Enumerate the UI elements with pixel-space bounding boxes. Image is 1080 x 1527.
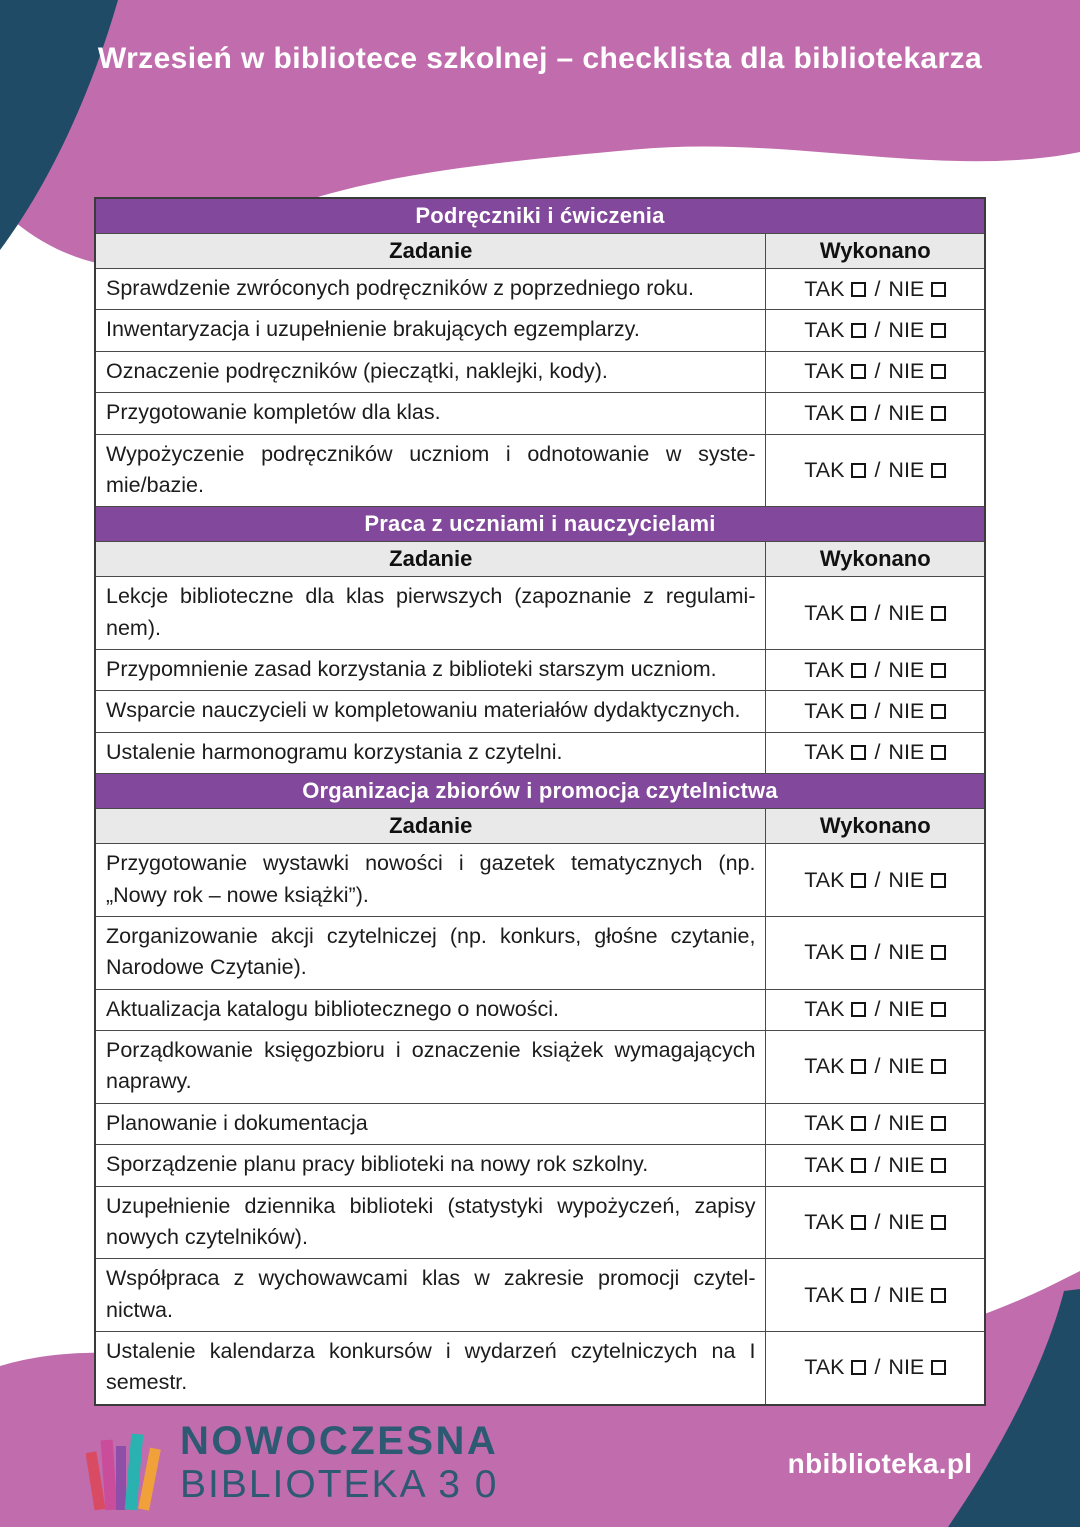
nie-label: NIE bbox=[888, 318, 925, 343]
tak-checkbox[interactable] bbox=[851, 323, 866, 338]
tak-label: TAK bbox=[804, 699, 845, 724]
tak-label: TAK bbox=[804, 1054, 845, 1079]
task-label: Ustalenie harmonogramu korzystania z czytelni. bbox=[95, 732, 766, 773]
task-row bbox=[95, 393, 985, 434]
tak-checkbox[interactable] bbox=[851, 1158, 866, 1173]
tak-label: TAK bbox=[804, 867, 845, 892]
done-separator: / bbox=[874, 276, 881, 301]
nie-label: NIE bbox=[888, 1355, 925, 1380]
tak-label: TAK bbox=[804, 1209, 845, 1234]
done-cell bbox=[766, 1186, 985, 1259]
done-separator: / bbox=[874, 457, 881, 482]
task-row bbox=[95, 434, 985, 507]
nie-label: NIE bbox=[888, 359, 925, 384]
done-separator: / bbox=[874, 997, 881, 1022]
nie-label: NIE bbox=[888, 1152, 925, 1177]
tak-checkbox[interactable] bbox=[851, 704, 866, 719]
book-spine-purple bbox=[116, 1446, 126, 1510]
done-cell bbox=[766, 650, 985, 691]
task-label: Zorganizowanie akcji czytelniczej (np. konkurs, głośne czytanie, Narodowe Czytanie). bbox=[95, 916, 766, 989]
nie-label: NIE bbox=[888, 400, 925, 425]
section-header-row bbox=[95, 507, 985, 542]
nie-checkbox[interactable] bbox=[931, 1059, 946, 1074]
task-column-header: Zadanie bbox=[95, 542, 766, 577]
tak-checkbox[interactable] bbox=[851, 945, 866, 960]
tak-label: TAK bbox=[804, 657, 845, 682]
page-title: Wrzesień w bibliotece szkolnej – checklista dla bibliotekarza bbox=[97, 42, 983, 75]
task-row bbox=[95, 1145, 985, 1186]
nie-checkbox[interactable] bbox=[931, 323, 946, 338]
done-separator: / bbox=[874, 359, 881, 384]
done-cell bbox=[766, 844, 985, 917]
nie-label: NIE bbox=[888, 276, 925, 301]
nie-checkbox[interactable] bbox=[931, 406, 946, 421]
task-row bbox=[95, 691, 985, 732]
tak-checkbox[interactable] bbox=[851, 463, 866, 478]
task-label: Oznaczenie podręczników (pieczątki, naklejki, kody). bbox=[95, 351, 766, 392]
checklist-table-body bbox=[95, 198, 985, 1405]
website-link[interactable]: nbiblioteka.pl bbox=[787, 1448, 973, 1479]
task-label: Planowanie i dokumentacja bbox=[95, 1103, 766, 1144]
nie-checkbox[interactable] bbox=[931, 873, 946, 888]
task-label: Przygotowanie kompletów dla klas. bbox=[95, 393, 766, 434]
done-cell bbox=[766, 577, 985, 650]
publisher-logo bbox=[86, 1420, 498, 1516]
nie-label: NIE bbox=[888, 1209, 925, 1234]
done-separator: / bbox=[874, 740, 881, 765]
tak-checkbox[interactable] bbox=[851, 1002, 866, 1017]
done-separator: / bbox=[874, 1282, 881, 1307]
checklist-table bbox=[94, 197, 986, 1406]
tak-label: TAK bbox=[804, 940, 845, 965]
task-row bbox=[95, 310, 985, 351]
task-label: Uzupełnienie dziennika biblioteki (statystyki wypożyczeń, zapisy nowych czytelników). bbox=[95, 1186, 766, 1259]
book-spines-icon bbox=[86, 1420, 168, 1516]
nie-checkbox[interactable] bbox=[931, 606, 946, 621]
nie-checkbox[interactable] bbox=[931, 463, 946, 478]
done-cell bbox=[766, 1103, 985, 1144]
task-row bbox=[95, 351, 985, 392]
book-spine-orange bbox=[138, 1448, 161, 1511]
task-row bbox=[95, 844, 985, 917]
done-cell bbox=[766, 1259, 985, 1332]
done-separator: / bbox=[874, 1152, 881, 1177]
nie-label: NIE bbox=[888, 600, 925, 625]
task-label: Współpraca z wychowawcami klas w zakresie promocji czytelnictwa. bbox=[95, 1259, 766, 1332]
section-title: Praca z uczniami i nauczycielami bbox=[95, 507, 985, 542]
done-cell bbox=[766, 1145, 985, 1186]
done-cell bbox=[766, 1332, 985, 1405]
done-separator: / bbox=[874, 318, 881, 343]
task-row bbox=[95, 650, 985, 691]
tak-checkbox[interactable] bbox=[851, 1288, 866, 1303]
task-row bbox=[95, 1103, 985, 1144]
nie-checkbox[interactable] bbox=[931, 1288, 946, 1303]
done-cell bbox=[766, 269, 985, 310]
section-header-row bbox=[95, 774, 985, 809]
done-separator: / bbox=[874, 600, 881, 625]
tak-label: TAK bbox=[804, 276, 845, 301]
done-column-header: Wykonano bbox=[766, 542, 985, 577]
done-separator: / bbox=[874, 1209, 881, 1234]
nie-label: NIE bbox=[888, 1282, 925, 1307]
section-title: Podręczniki i ćwiczenia bbox=[95, 198, 985, 234]
task-row bbox=[95, 1332, 985, 1405]
nie-label: NIE bbox=[888, 1054, 925, 1079]
nie-label: NIE bbox=[888, 457, 925, 482]
tak-label: TAK bbox=[804, 318, 845, 343]
tak-label: TAK bbox=[804, 400, 845, 425]
checklist-table-wrap bbox=[94, 197, 986, 1406]
tak-label: TAK bbox=[804, 740, 845, 765]
tak-label: TAK bbox=[804, 1152, 845, 1177]
task-label: Porządkowanie księgozbioru i oznaczenie książek wymagających naprawy. bbox=[95, 1031, 766, 1104]
task-row bbox=[95, 1186, 985, 1259]
tak-checkbox[interactable] bbox=[851, 406, 866, 421]
tak-label: TAK bbox=[804, 1111, 845, 1136]
nie-checkbox[interactable] bbox=[931, 1116, 946, 1131]
task-row bbox=[95, 577, 985, 650]
done-separator: / bbox=[874, 400, 881, 425]
tak-label: TAK bbox=[804, 1355, 845, 1380]
done-cell bbox=[766, 393, 985, 434]
logo-line-1: NOWOCZESNA bbox=[180, 1419, 499, 1463]
done-separator: / bbox=[874, 867, 881, 892]
tak-label: TAK bbox=[804, 600, 845, 625]
nie-checkbox[interactable] bbox=[931, 1215, 946, 1230]
nie-checkbox[interactable] bbox=[931, 745, 946, 760]
task-row bbox=[95, 269, 985, 310]
publisher-logo-text bbox=[180, 1420, 498, 1507]
task-row bbox=[95, 732, 985, 773]
tak-checkbox[interactable] bbox=[851, 745, 866, 760]
done-cell bbox=[766, 916, 985, 989]
task-label: Wsparcie nauczycieli w kompletowaniu materiałów dydaktycznych. bbox=[95, 691, 766, 732]
section-title: Organizacja zbiorów i promocja czytelnictwa bbox=[95, 774, 985, 809]
done-separator: / bbox=[874, 940, 881, 965]
column-header-row bbox=[95, 809, 985, 844]
tak-checkbox[interactable] bbox=[851, 1360, 866, 1375]
task-label: Wypożyczenie podręczników uczniom i odnotowanie w systemie/bazie. bbox=[95, 434, 766, 507]
nie-checkbox[interactable] bbox=[931, 663, 946, 678]
done-separator: / bbox=[874, 1111, 881, 1136]
task-row bbox=[95, 916, 985, 989]
tak-checkbox[interactable] bbox=[851, 364, 866, 379]
nie-label: NIE bbox=[888, 867, 925, 892]
task-row bbox=[95, 1259, 985, 1332]
nie-checkbox[interactable] bbox=[931, 1158, 946, 1173]
done-column-header: Wykonano bbox=[766, 234, 985, 269]
column-header-row bbox=[95, 234, 985, 269]
task-row bbox=[95, 1031, 985, 1104]
nie-checkbox[interactable] bbox=[931, 282, 946, 297]
done-cell bbox=[766, 691, 985, 732]
column-header-row bbox=[95, 542, 985, 577]
nie-label: NIE bbox=[888, 657, 925, 682]
task-label: Aktualizacja katalogu bibliotecznego o nowości. bbox=[95, 989, 766, 1030]
task-label: Przypomnienie zasad korzystania z biblioteki starszym uczniom. bbox=[95, 650, 766, 691]
task-label: Sprawdzenie zwróconych podręczników z poprzedniego roku. bbox=[95, 269, 766, 310]
task-column-header: Zadanie bbox=[95, 234, 766, 269]
tak-checkbox[interactable] bbox=[851, 873, 866, 888]
tak-checkbox[interactable] bbox=[851, 606, 866, 621]
nie-label: NIE bbox=[888, 940, 925, 965]
done-separator: / bbox=[874, 1355, 881, 1380]
tak-checkbox[interactable] bbox=[851, 282, 866, 297]
tak-label: TAK bbox=[804, 997, 845, 1022]
done-cell bbox=[766, 310, 985, 351]
done-cell bbox=[766, 989, 985, 1030]
done-column-header: Wykonano bbox=[766, 809, 985, 844]
nie-checkbox[interactable] bbox=[931, 1002, 946, 1017]
done-separator: / bbox=[874, 1054, 881, 1079]
nie-label: NIE bbox=[888, 740, 925, 765]
nie-checkbox[interactable] bbox=[931, 945, 946, 960]
done-separator: / bbox=[874, 699, 881, 724]
tak-checkbox[interactable] bbox=[851, 663, 866, 678]
nie-label: NIE bbox=[888, 997, 925, 1022]
tak-label: TAK bbox=[804, 1282, 845, 1307]
task-label: Przygotowanie wystawki nowości i gazetek tematycznych (np. „Nowy rok – nowe książki”). bbox=[95, 844, 766, 917]
task-column-header: Zadanie bbox=[95, 809, 766, 844]
task-label: Inwentaryzacja i uzupełnienie brakujących egzemplarzy. bbox=[95, 310, 766, 351]
tak-checkbox[interactable] bbox=[851, 1215, 866, 1230]
nie-checkbox[interactable] bbox=[931, 1360, 946, 1375]
done-cell bbox=[766, 1031, 985, 1104]
tak-label: TAK bbox=[804, 457, 845, 482]
done-separator: / bbox=[874, 657, 881, 682]
tak-checkbox[interactable] bbox=[851, 1059, 866, 1074]
nie-label: NIE bbox=[888, 1111, 925, 1136]
task-row bbox=[95, 989, 985, 1030]
tak-label: TAK bbox=[804, 359, 845, 384]
done-cell bbox=[766, 732, 985, 773]
task-label: Lekcje biblioteczne dla klas pierwszych (zapoznanie z regulaminem). bbox=[95, 577, 766, 650]
task-label: Sporządzenie planu pracy biblioteki na nowy rok szkolny. bbox=[95, 1145, 766, 1186]
done-cell bbox=[766, 434, 985, 507]
nie-checkbox[interactable] bbox=[931, 364, 946, 379]
nie-label: NIE bbox=[888, 699, 925, 724]
nie-checkbox[interactable] bbox=[931, 704, 946, 719]
task-label: Ustalenie kalendarza konkursów i wydarzeń czytelniczych na I semestr. bbox=[95, 1332, 766, 1405]
section-header-row bbox=[95, 198, 985, 234]
tak-checkbox[interactable] bbox=[851, 1116, 866, 1131]
logo-line-2: BIBLIOTEKA 3 0 bbox=[180, 1463, 499, 1506]
done-cell bbox=[766, 351, 985, 392]
